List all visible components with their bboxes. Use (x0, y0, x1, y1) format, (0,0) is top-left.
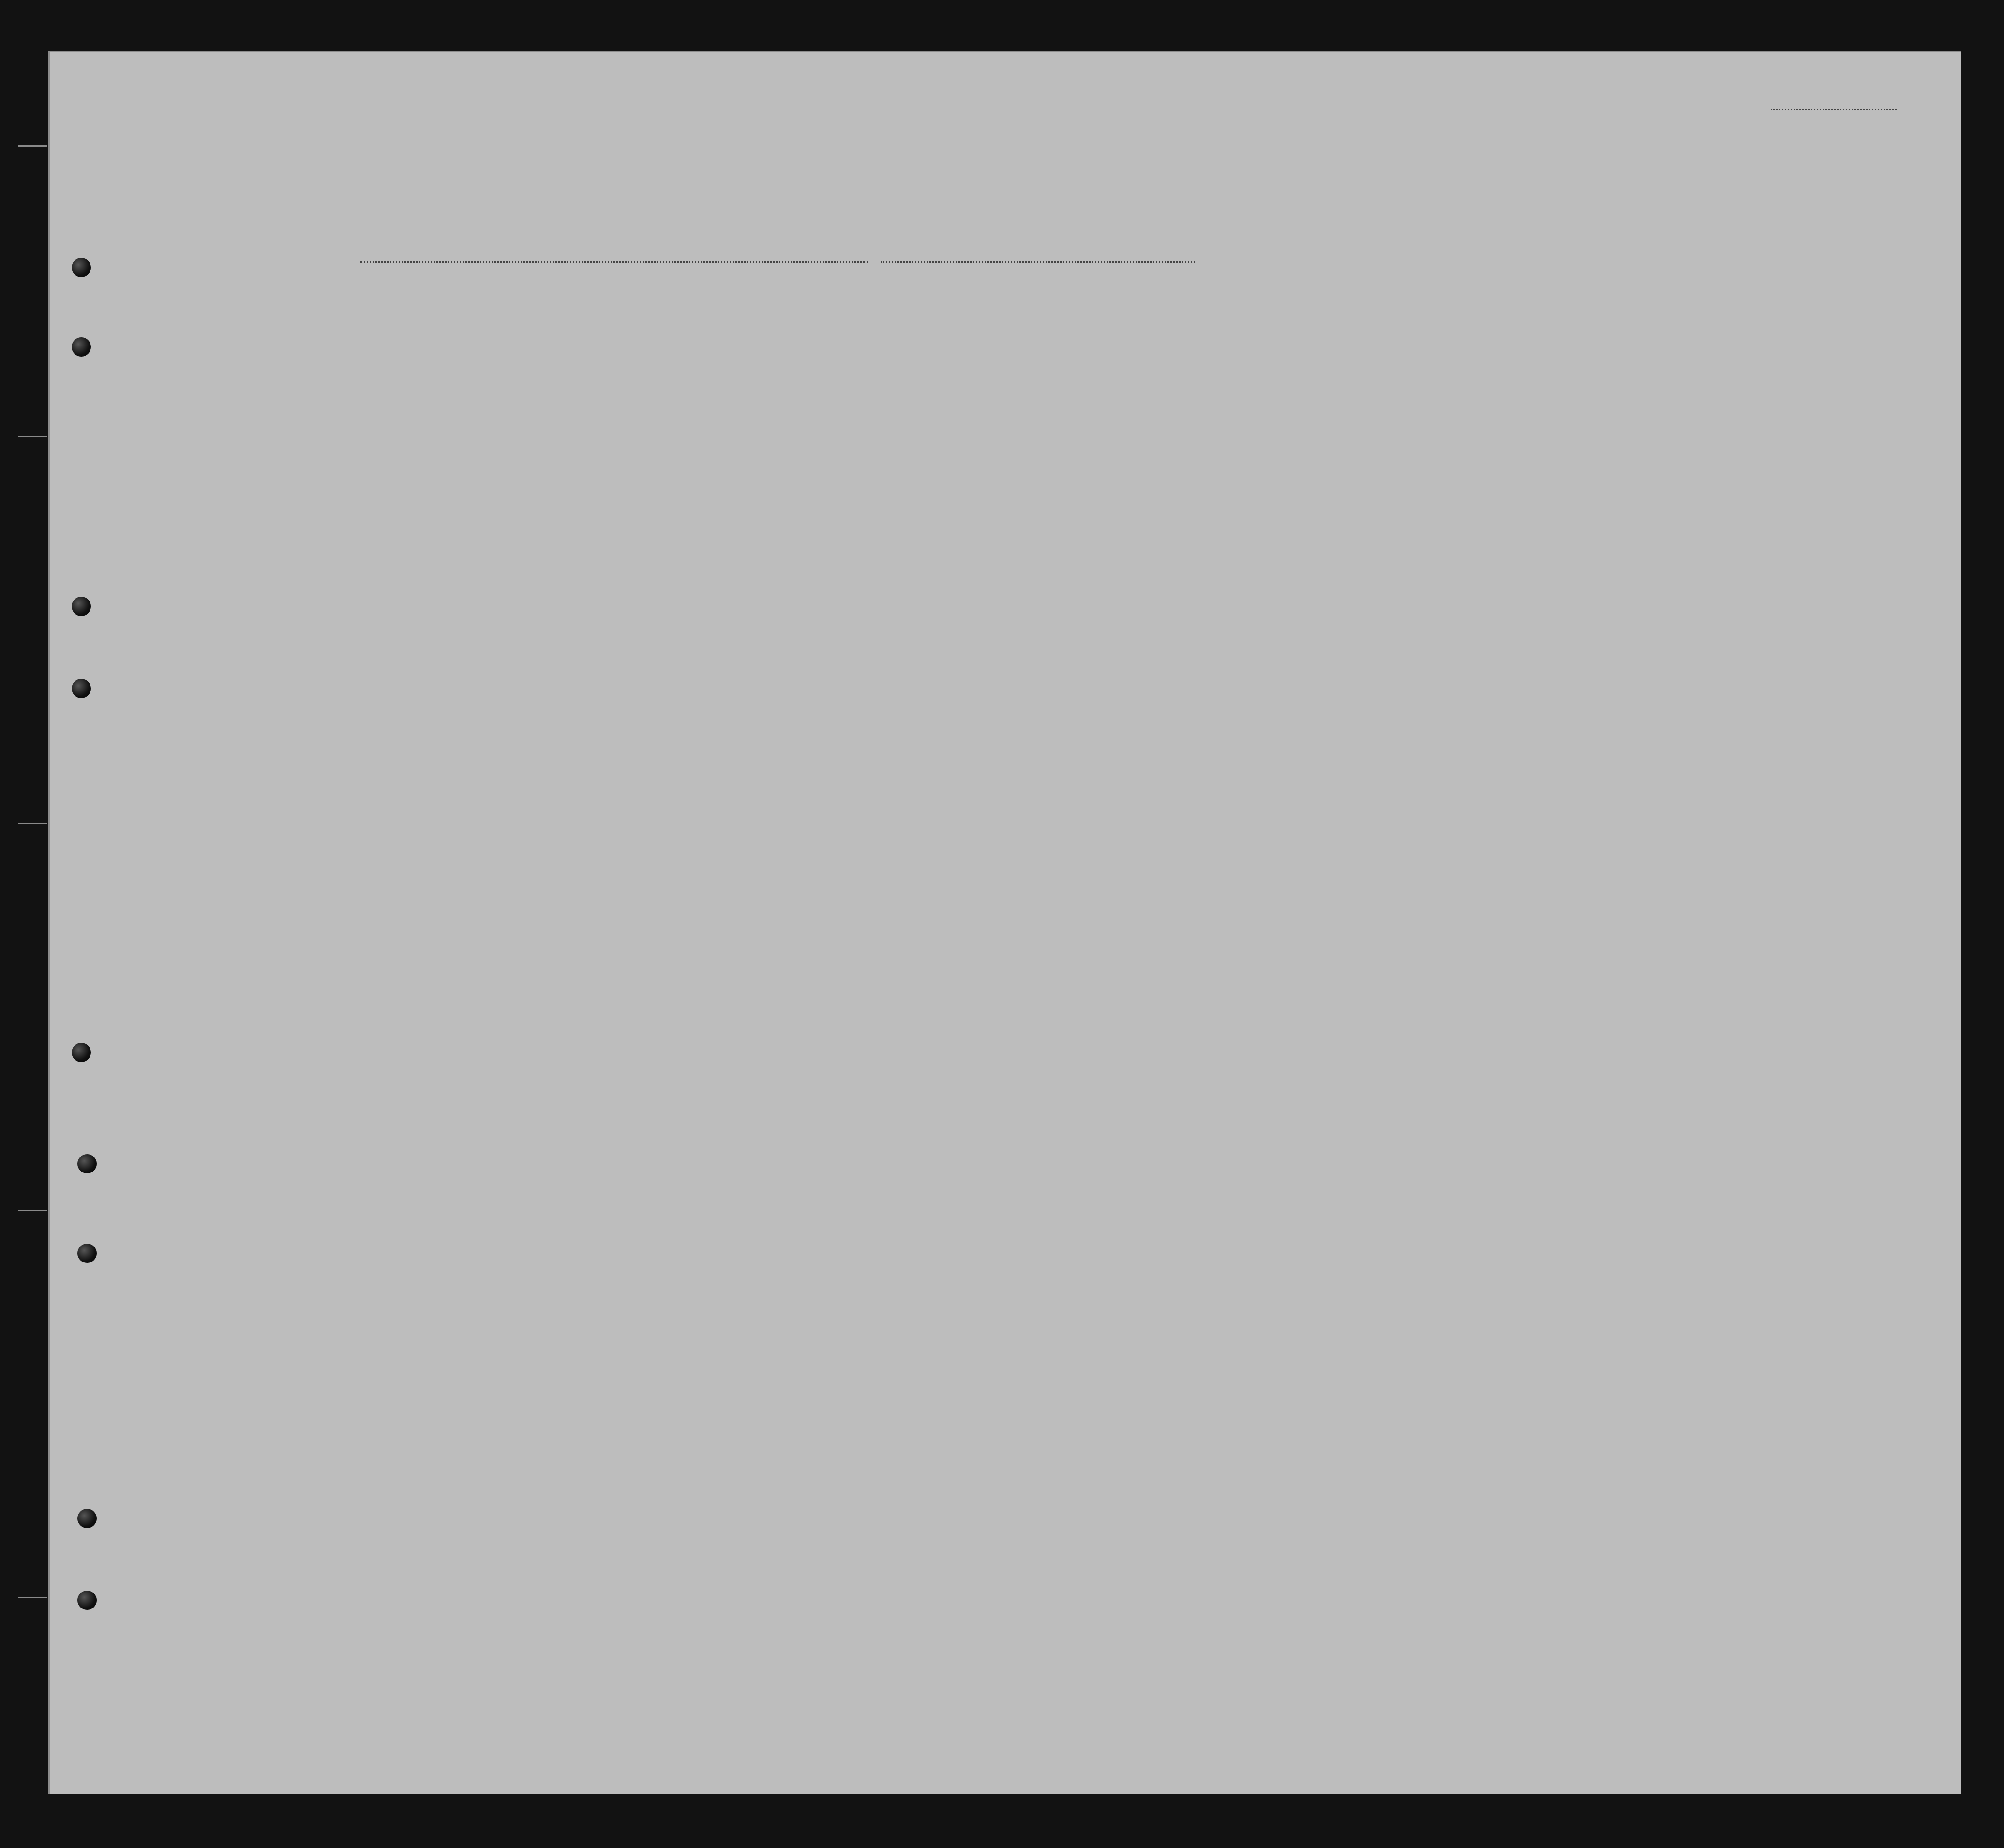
list-number-line (1771, 109, 1897, 110)
binder-hole (72, 258, 91, 277)
date-line (881, 261, 1195, 263)
page-edge (18, 436, 47, 437)
port-line (360, 261, 868, 263)
manifest-table (48, 281, 1959, 1669)
page-edge (18, 823, 47, 824)
page-edge (18, 1210, 47, 1211)
page-edge (18, 1597, 47, 1598)
page-edge (18, 145, 47, 147)
